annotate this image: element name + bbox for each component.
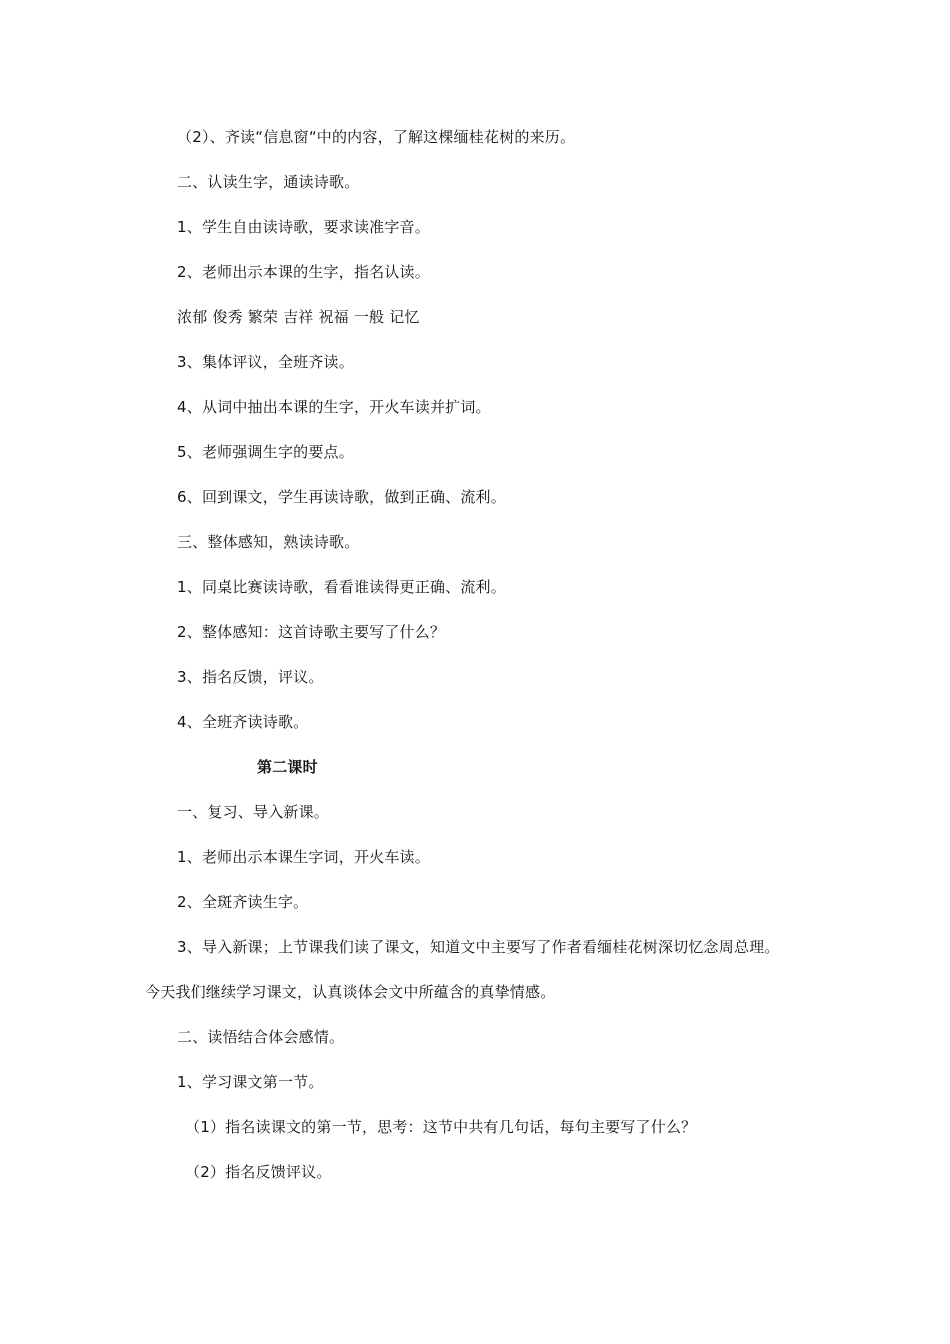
lesson-title-second-period: 第二课时: [257, 758, 318, 776]
list-item: 3、集体评议，全班齐读。: [177, 353, 354, 371]
sub-list-item: （1）指名读课文的第一节，思考：这节中共有几句话，每句主要写了什么？: [185, 1118, 697, 1136]
list-item: 1、老师出示本课生字词，开火车读。: [177, 848, 430, 866]
list-item: 4、从词中抽出本课的生字，开火车读并扩词。: [177, 398, 491, 416]
section-heading-3: 三、整体感知，熟读诗歌。: [177, 533, 360, 551]
list-item: 3、指名反馈，评议。: [177, 668, 324, 686]
list-item: 1、学生自由读诗歌，要求读准字音。: [177, 218, 430, 236]
sub-list-item: （2）指名反馈评议。: [185, 1163, 332, 1181]
list-item: 1、学习课文第一节。: [177, 1073, 324, 1091]
section-heading-2: 二、读悟结合体会感情。: [177, 1028, 345, 1046]
list-item: 6、回到课文，学生再读诗歌，做到正确、流利。: [177, 488, 506, 506]
list-item: 5、老师强调生字的要点。: [177, 443, 354, 461]
list-item: 3、导入新课；上节课我们读了课文，知道文中主要写了作者看缅桂花树深切忆念周总理。: [177, 938, 780, 956]
list-item: 1、同桌比赛读诗歌，看看谁读得更正确、流利。: [177, 578, 506, 596]
list-item: 4、全班齐读诗歌。: [177, 713, 309, 731]
section-heading-1: 一、复习、导入新课。: [177, 803, 330, 821]
list-item: 2、全斑齐读生字。: [177, 893, 309, 911]
paragraph-step-2-read-info-window: （2）、齐读“信息窗“中的内容，了解这棵缅桂花树的来历。: [177, 128, 576, 146]
list-item: 2、老师出示本课的生字，指名认读。: [177, 263, 430, 281]
list-item: 2、整体感知：这首诗歌主要写了什么？: [177, 623, 446, 641]
section-heading-2: 二、认读生字，通读诗歌。: [177, 173, 360, 191]
paragraph-continuation: 今天我们继续学习课文，认真谈体会文中所蕴含的真挚情感。: [145, 983, 556, 1001]
vocabulary-words: 浓郁 俊秀 繁荣 吉祥 祝福 一般 记忆: [177, 308, 420, 326]
